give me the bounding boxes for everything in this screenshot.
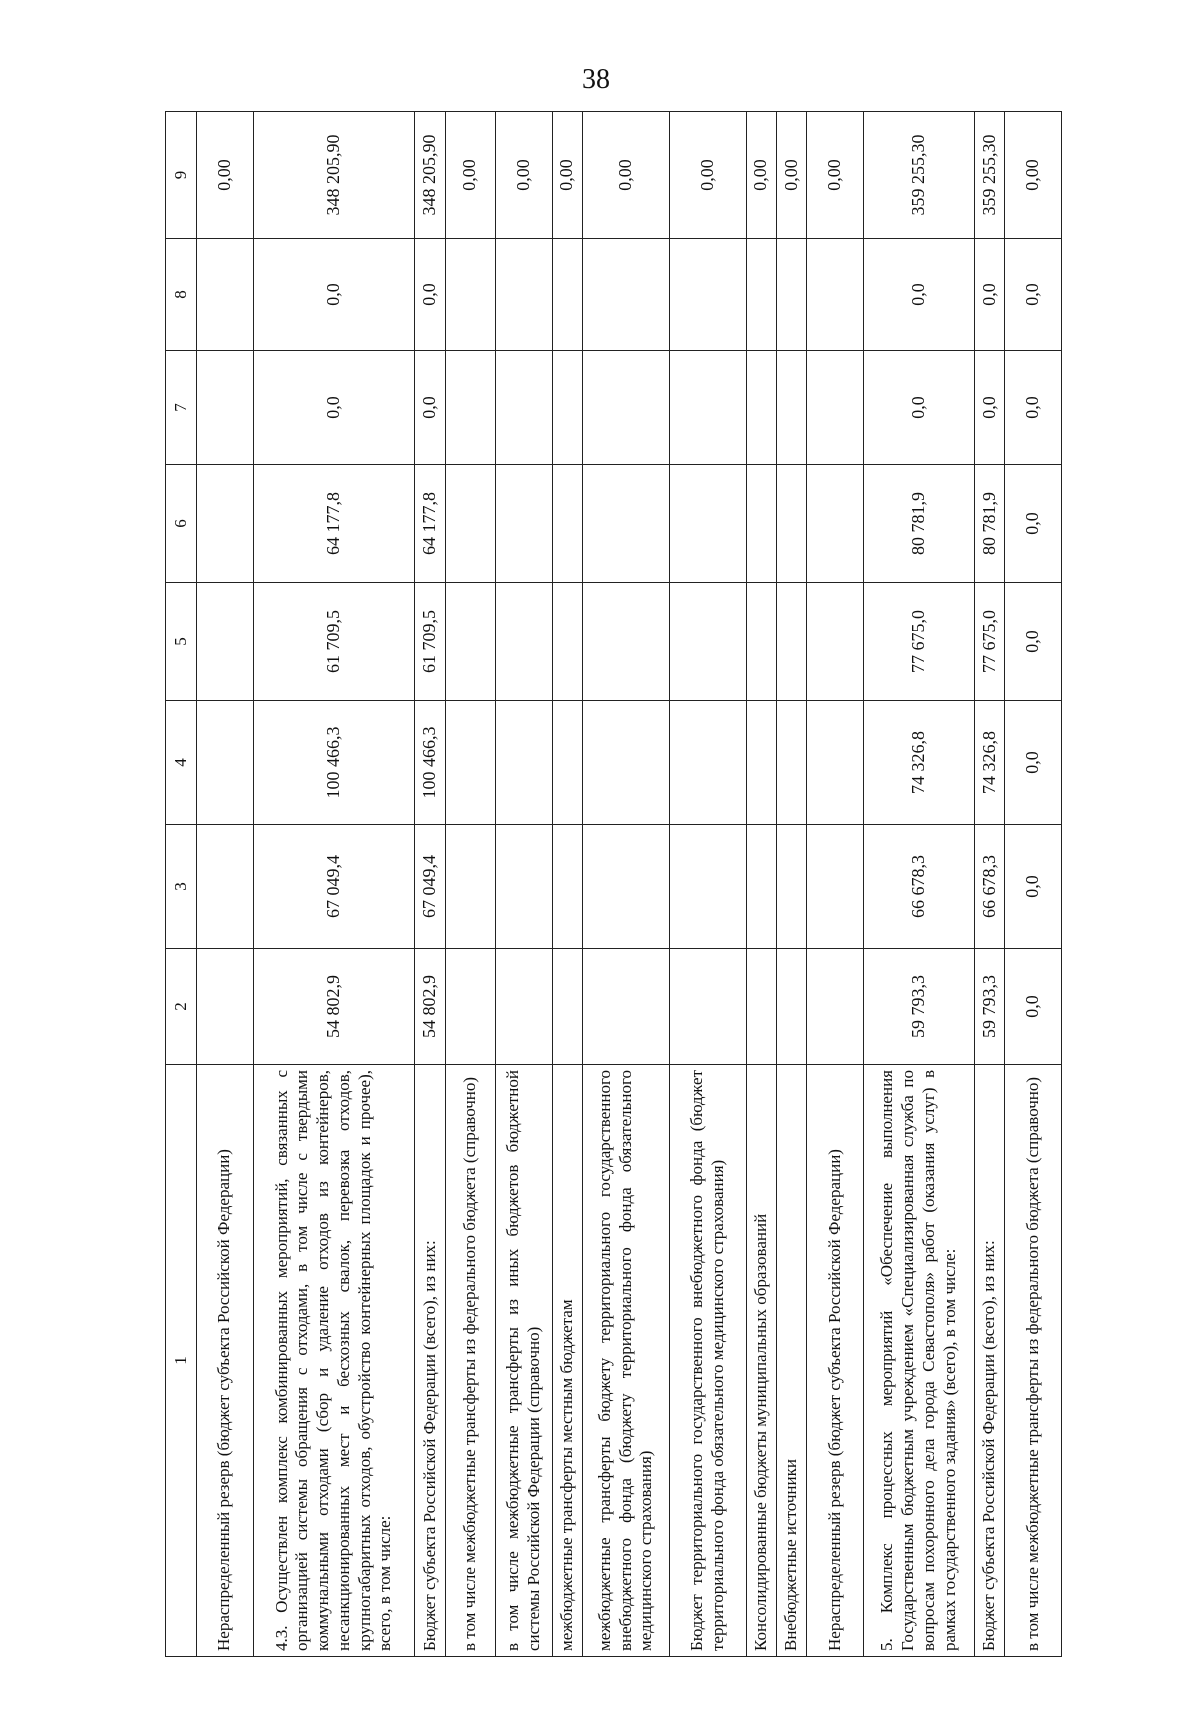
value-cell: 100 466,3 bbox=[415, 701, 445, 825]
row-label: Консолидированные бюджеты муниципальных образований bbox=[746, 1065, 776, 1657]
value-cell bbox=[197, 239, 254, 351]
value-cell: 61 709,5 bbox=[253, 583, 415, 701]
value-cell bbox=[445, 239, 496, 351]
value-cell: 0,0 bbox=[1005, 239, 1062, 351]
value-cell bbox=[445, 351, 496, 465]
value-cell bbox=[807, 465, 864, 583]
value-cell: 0,0 bbox=[1005, 583, 1062, 701]
value-cell: 0,0 bbox=[1005, 949, 1062, 1065]
value-cell: 0,0 bbox=[1005, 465, 1062, 583]
value-cell bbox=[746, 465, 776, 583]
header-cell: 8 bbox=[166, 239, 197, 351]
table-row bbox=[415, 112, 445, 1657]
value-cell bbox=[496, 583, 553, 701]
value-cell: 0,0 bbox=[1005, 825, 1062, 949]
value-cell: 0,00 bbox=[552, 112, 582, 239]
value-cell bbox=[582, 701, 669, 825]
table-row bbox=[552, 112, 582, 1657]
header-cell: 5 bbox=[166, 583, 197, 701]
value-cell bbox=[197, 583, 254, 701]
value-cell: 74 326,8 bbox=[863, 701, 974, 825]
value-cell bbox=[669, 239, 746, 351]
value-cell bbox=[445, 583, 496, 701]
value-cell bbox=[746, 949, 776, 1065]
value-cell bbox=[807, 351, 864, 465]
value-cell: 67 049,4 bbox=[415, 825, 445, 949]
value-cell bbox=[552, 465, 582, 583]
header-row bbox=[166, 112, 197, 1657]
value-cell: 0,0 bbox=[415, 239, 445, 351]
value-cell: 0,0 bbox=[1005, 351, 1062, 465]
value-cell bbox=[669, 701, 746, 825]
value-cell: 348 205,90 bbox=[415, 112, 445, 239]
value-cell bbox=[807, 825, 864, 949]
value-cell bbox=[582, 825, 669, 949]
row-label: Бюджет субъекта Российской Федерации (всего), из них: bbox=[975, 1065, 1005, 1657]
value-cell bbox=[496, 701, 553, 825]
table-row bbox=[253, 112, 415, 1657]
value-cell bbox=[807, 949, 864, 1065]
value-cell: 54 802,9 bbox=[415, 949, 445, 1065]
value-cell: 77 675,0 bbox=[863, 583, 974, 701]
table-row bbox=[776, 112, 806, 1657]
value-cell bbox=[776, 825, 806, 949]
value-cell bbox=[445, 949, 496, 1065]
table-row bbox=[445, 112, 496, 1657]
value-cell bbox=[552, 701, 582, 825]
header-cell: 3 bbox=[166, 825, 197, 949]
value-cell bbox=[669, 465, 746, 583]
value-cell bbox=[496, 825, 553, 949]
value-cell bbox=[445, 465, 496, 583]
value-cell bbox=[552, 825, 582, 949]
row-label: 4.3. Осуществлен комплекс комбинированных мероприятий, связанных с организацией системы обращения с отходами, в том числе с твердыми коммунальными отходами (сбор и удаление отходов из контейнеров, несанкционированных мест и бесхозных свалок, перевозка отходов, крупногабаритных отходов, обустройство контейнерных площадок и прочее), всего, в том числе: bbox=[253, 1065, 415, 1657]
row-label: межбюджетные трансферты местным бюджетам bbox=[552, 1065, 582, 1657]
value-cell: 0,00 bbox=[776, 112, 806, 239]
value-cell bbox=[669, 825, 746, 949]
row-label: межбюджетные трансферты бюджету территориального государственного внебюджетного фонда (бюджету территориального фонда обязательного медицинского страхования) bbox=[582, 1065, 669, 1657]
value-cell: 66 678,3 bbox=[863, 825, 974, 949]
row-label: 5. Комплекс процессных мероприятий «Обеспечение выполнения Государственным бюджетным учреждением «Специализированная служба по вопросам похоронного дела города Севастополя» работ (оказания услуг) в рамках государственного задания» (всего), в том числе: bbox=[863, 1065, 974, 1657]
row-label: в том числе межбюджетные трансферты из федерального бюджета (справочно) bbox=[1005, 1065, 1062, 1657]
value-cell bbox=[746, 239, 776, 351]
value-cell: 0,00 bbox=[1005, 112, 1062, 239]
value-cell bbox=[776, 351, 806, 465]
value-cell bbox=[582, 583, 669, 701]
value-cell: 0,0 bbox=[253, 351, 415, 465]
header-cell: 7 bbox=[166, 351, 197, 465]
value-cell bbox=[746, 583, 776, 701]
table-row bbox=[197, 112, 254, 1657]
header-cell: 2 bbox=[166, 949, 197, 1065]
value-cell: 0,0 bbox=[975, 351, 1005, 465]
value-cell bbox=[197, 351, 254, 465]
value-cell: 67 049,4 bbox=[253, 825, 415, 949]
table-row bbox=[582, 112, 669, 1657]
value-cell bbox=[746, 351, 776, 465]
value-cell: 80 781,9 bbox=[975, 465, 1005, 583]
value-cell: 0,00 bbox=[669, 112, 746, 239]
table-row bbox=[1005, 112, 1062, 1657]
value-cell: 0,0 bbox=[1005, 701, 1062, 825]
value-cell: 61 709,5 bbox=[415, 583, 445, 701]
value-cell bbox=[552, 239, 582, 351]
value-cell: 77 675,0 bbox=[975, 583, 1005, 701]
value-cell: 59 793,3 bbox=[863, 949, 974, 1065]
table-wrapper bbox=[165, 112, 1062, 1657]
value-cell: 54 802,9 bbox=[253, 949, 415, 1065]
value-cell: 64 177,8 bbox=[253, 465, 415, 583]
value-cell: 74 326,8 bbox=[975, 701, 1005, 825]
value-cell bbox=[445, 825, 496, 949]
value-cell: 359 255,30 bbox=[975, 112, 1005, 239]
value-cell: 0,0 bbox=[863, 239, 974, 351]
value-cell bbox=[552, 583, 582, 701]
value-cell bbox=[776, 239, 806, 351]
header-cell: 1 bbox=[166, 1065, 197, 1657]
value-cell bbox=[582, 949, 669, 1065]
table-row bbox=[496, 112, 553, 1657]
value-cell: 0,00 bbox=[807, 112, 864, 239]
budget-table bbox=[165, 111, 1062, 1657]
value-cell: 0,00 bbox=[197, 112, 254, 239]
value-cell: 59 793,3 bbox=[975, 949, 1005, 1065]
value-cell bbox=[776, 701, 806, 825]
value-cell bbox=[197, 949, 254, 1065]
value-cell: 0,00 bbox=[496, 112, 553, 239]
value-cell bbox=[807, 239, 864, 351]
value-cell bbox=[746, 825, 776, 949]
table-row bbox=[746, 112, 776, 1657]
value-cell: 0,0 bbox=[863, 351, 974, 465]
value-cell: 80 781,9 bbox=[863, 465, 974, 583]
value-cell bbox=[582, 351, 669, 465]
value-cell bbox=[807, 583, 864, 701]
header-cell: 4 bbox=[166, 701, 197, 825]
value-cell: 0,00 bbox=[582, 112, 669, 239]
value-cell: 0,0 bbox=[975, 239, 1005, 351]
value-cell bbox=[496, 949, 553, 1065]
table-row bbox=[807, 112, 864, 1657]
header-cell: 6 bbox=[166, 465, 197, 583]
row-label: Внебюджетные источники bbox=[776, 1065, 806, 1657]
value-cell: 359 255,30 bbox=[863, 112, 974, 239]
value-cell bbox=[582, 465, 669, 583]
row-label: в том числе межбюджетные трансферты из федерального бюджета (справочно) bbox=[445, 1065, 496, 1657]
value-cell bbox=[197, 701, 254, 825]
row-label: в том числе межбюджетные трансферты из иных бюджетов бюджетной системы Российской Федерации (справочно) bbox=[496, 1065, 553, 1657]
value-cell: 0,00 bbox=[746, 112, 776, 239]
value-cell bbox=[552, 949, 582, 1065]
row-label: Бюджет территориального государственного внебюджетного фонда (бюджет территориального фонда обязательного медицинского страхования) bbox=[669, 1065, 746, 1657]
value-cell bbox=[197, 825, 254, 949]
value-cell bbox=[197, 465, 254, 583]
row-label: Бюджет субъекта Российской Федерации (всего), из них: bbox=[415, 1065, 445, 1657]
value-cell bbox=[776, 465, 806, 583]
value-cell bbox=[669, 583, 746, 701]
value-cell bbox=[496, 239, 553, 351]
value-cell: 0,0 bbox=[253, 239, 415, 351]
table-row bbox=[863, 112, 974, 1657]
value-cell bbox=[582, 239, 669, 351]
value-cell bbox=[445, 701, 496, 825]
value-cell bbox=[776, 583, 806, 701]
value-cell bbox=[807, 701, 864, 825]
row-label: Нераспределенный резерв (бюджет субъекта Российской Федерации) bbox=[197, 1065, 254, 1657]
header-cell: 9 bbox=[166, 112, 197, 239]
value-cell bbox=[496, 465, 553, 583]
table-row bbox=[669, 112, 746, 1657]
value-cell bbox=[552, 351, 582, 465]
value-cell bbox=[746, 701, 776, 825]
page-number: 38 bbox=[582, 64, 610, 95]
value-cell bbox=[669, 351, 746, 465]
value-cell: 0,00 bbox=[445, 112, 496, 239]
value-cell: 100 466,3 bbox=[253, 701, 415, 825]
table-row bbox=[975, 112, 1005, 1657]
value-cell bbox=[669, 949, 746, 1065]
value-cell: 0,0 bbox=[415, 351, 445, 465]
value-cell bbox=[496, 351, 553, 465]
value-cell: 348 205,90 bbox=[253, 112, 415, 239]
value-cell: 66 678,3 bbox=[975, 825, 1005, 949]
row-label: Нераспределенный резерв (бюджет субъекта Российской Федерации) bbox=[807, 1065, 864, 1657]
value-cell: 64 177,8 bbox=[415, 465, 445, 583]
value-cell bbox=[776, 949, 806, 1065]
